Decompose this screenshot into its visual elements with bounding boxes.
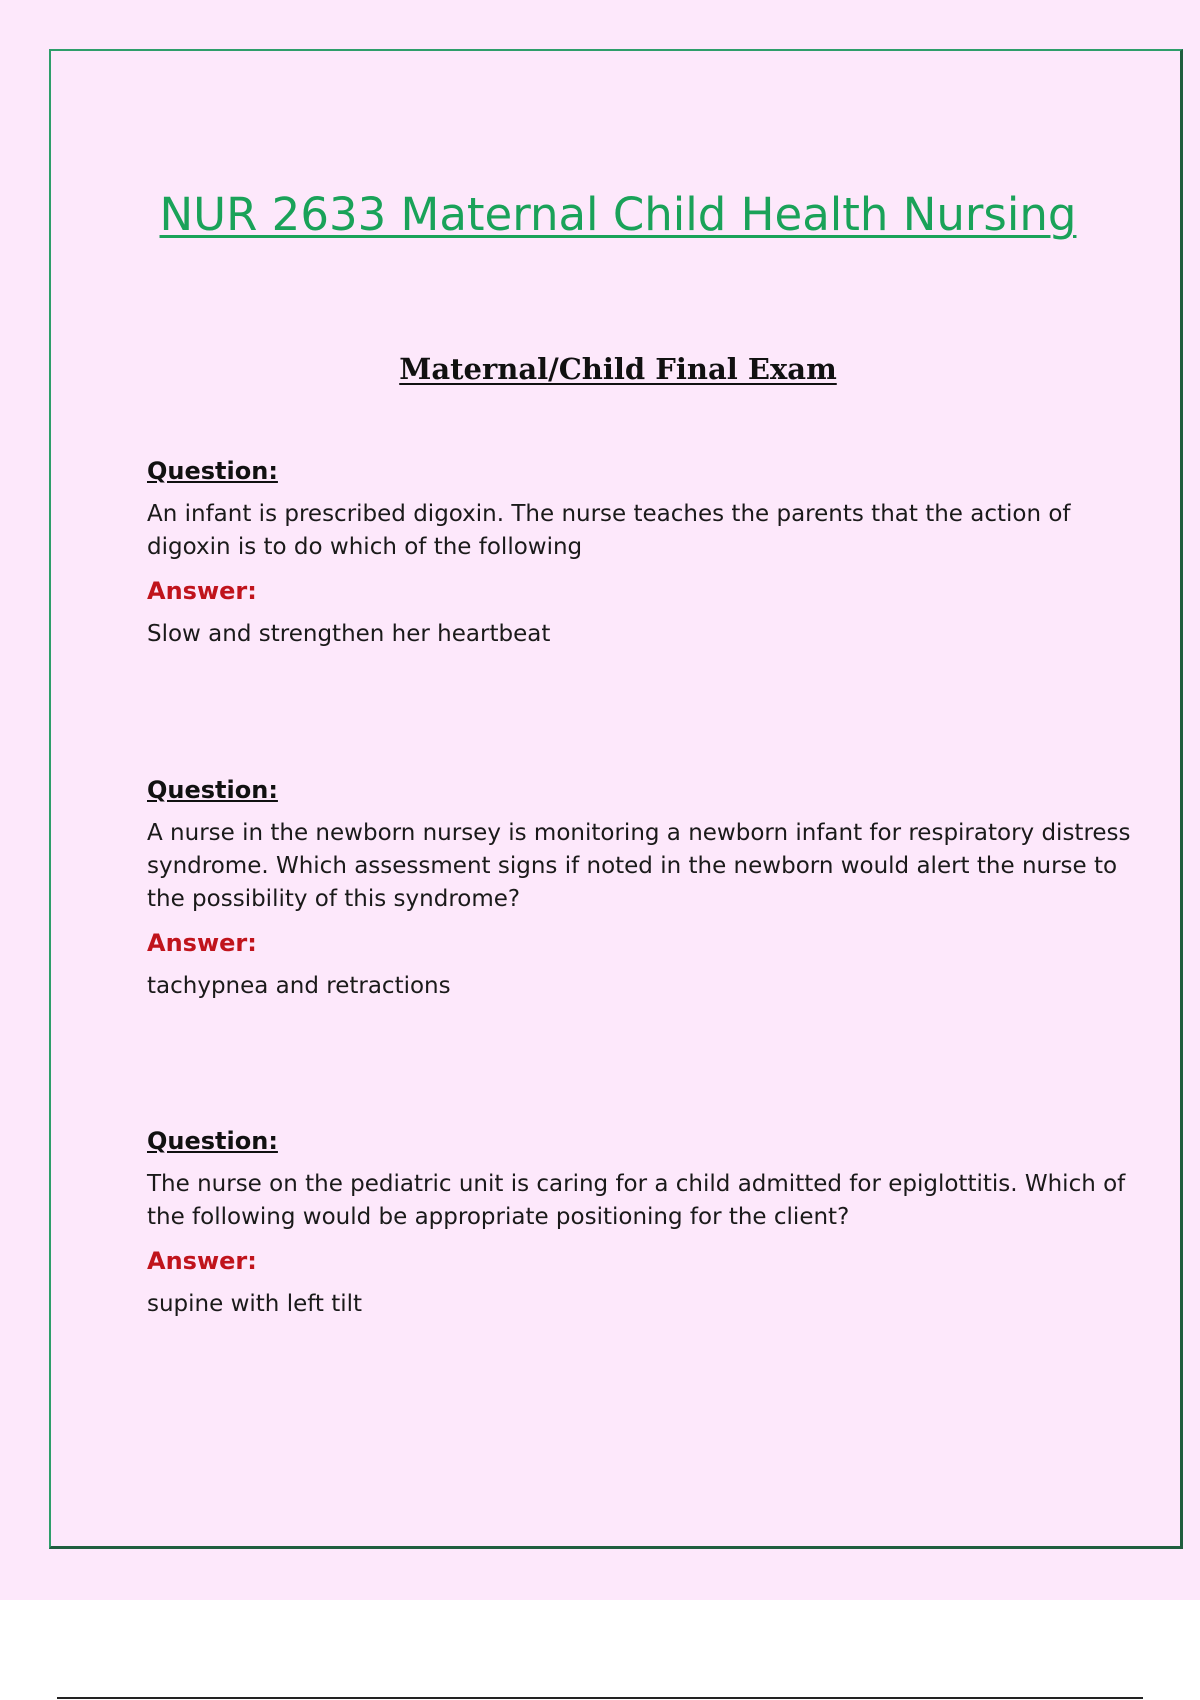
answer-text: tachypnea and retractions <box>147 973 451 999</box>
answer-text: supine with left tilt <box>147 1291 363 1317</box>
course-title: NUR 2633 Maternal Child Health Nursing <box>159 188 1077 241</box>
question-label: Question: <box>147 1127 278 1155</box>
answer-label: Answer: <box>147 1247 257 1275</box>
answer-label: Answer: <box>147 577 257 605</box>
question-label: Question: <box>147 457 278 485</box>
qa-block-3 <box>147 1124 1147 1321</box>
question-text: An infant is prescribed digoxin. The nurse teaches the parents that the action of digoxin is to do which of the following <box>147 501 1071 560</box>
qa-block-2 <box>147 773 1147 1003</box>
answer-label: Answer: <box>147 929 257 957</box>
footer-divider <box>57 1697 1143 1699</box>
document-frame <box>49 49 1183 1549</box>
question-label: Question: <box>147 776 278 804</box>
exam-title: Maternal/Child Final Exam <box>399 352 837 386</box>
qa-block-1 <box>147 454 1147 651</box>
question-text: The nurse on the pediatric unit is caring for a child admitted for epiglottitis. Which of the following would be appropriate positioning for the client? <box>147 1171 1126 1230</box>
question-text: A nurse in the newborn nursey is monitoring a newborn infant for respiratory distress syndrome. Which assessment signs if noted in the newborn would alert the nurse to the possibility of this syndrome? <box>147 820 1131 912</box>
answer-text: Slow and strengthen her heartbeat <box>147 621 551 647</box>
